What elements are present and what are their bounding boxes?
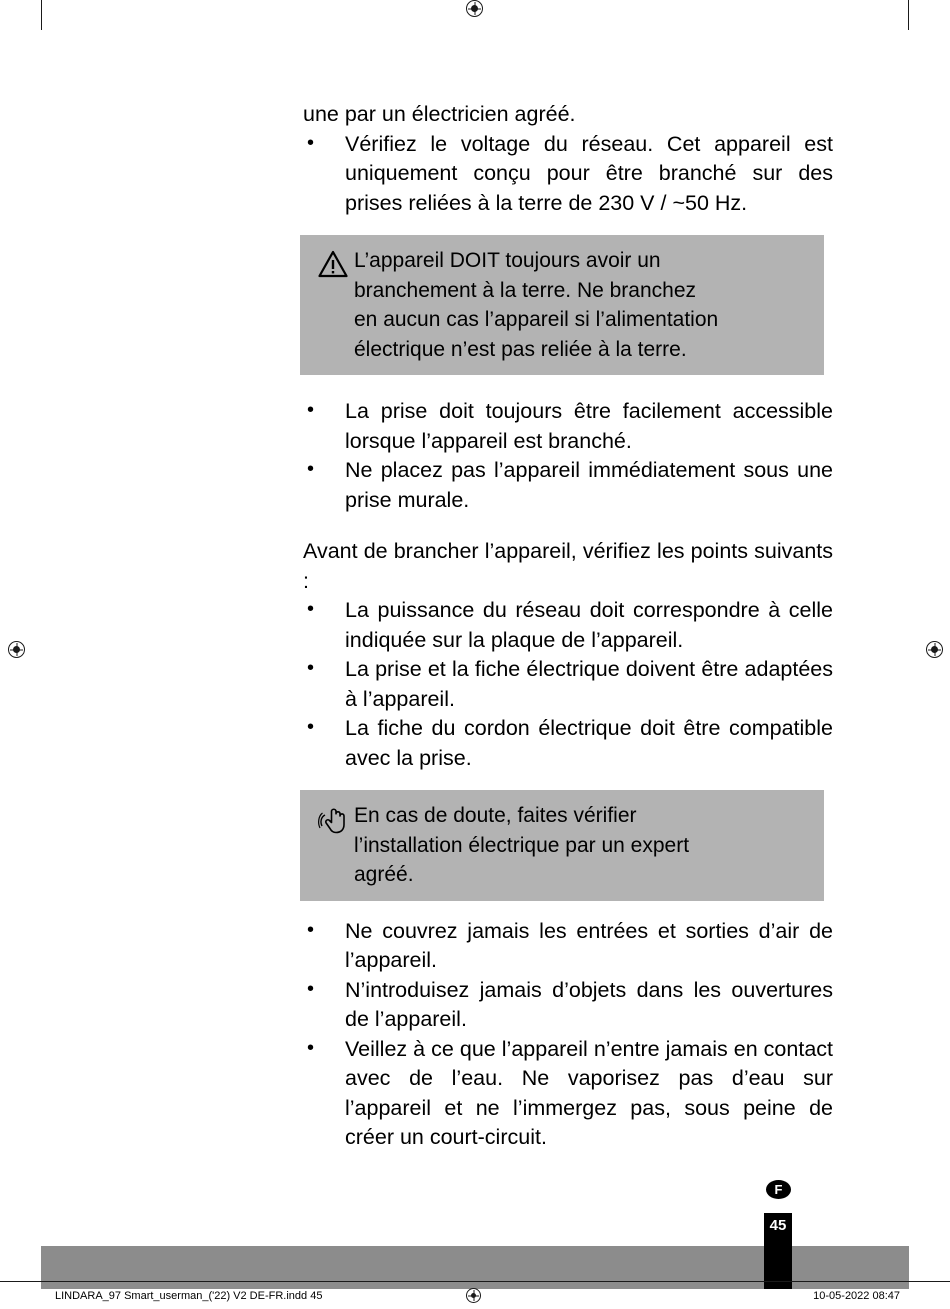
warning-note-text	[354, 246, 810, 364]
registration-mark-top	[466, 0, 483, 17]
warning-note-box	[300, 235, 824, 375]
list-item: • Ne couvrez jamais les entrées et sorties d’air de l’appareil.	[303, 917, 833, 976]
crop-mark-top-left	[41, 0, 42, 30]
warning-note-line: L’appareil DOIT toujours avoir un	[354, 249, 661, 272]
tip-note-line: En cas de doute, faites vérifier	[354, 804, 637, 827]
page-body	[303, 100, 833, 1153]
list-item: • N’introduisez jamais d’objets dans les ouvertures de l’appareil.	[303, 976, 833, 1035]
paragraph-check-points: Avant de brancher l’appareil, vérifiez les points suivants :	[303, 539, 833, 593]
crop-mark-top-right	[908, 0, 909, 30]
tip-note-box	[300, 790, 824, 901]
warning-triangle-icon	[312, 246, 354, 278]
print-footer	[0, 1281, 950, 1309]
language-badge: F	[766, 1180, 791, 1199]
registration-mark-bottom	[466, 1288, 481, 1303]
list-item: • Veillez à ce que l’appareil n’entre jamais en contact avec de l’eau. Ne vaporisez pas d’eau sur l’appareil et ne l’immergez pas, sous peine de créer un court-circuit.	[303, 1035, 833, 1153]
bullet-list-bottom	[303, 917, 833, 1153]
list-item: • La prise et la fiche électrique doivent être adaptées à l’appareil.	[303, 655, 833, 714]
registration-mark-left	[8, 641, 25, 658]
list-item: • La prise doit toujours être facilement accessible lorsque l’appareil est branché.	[303, 397, 833, 456]
list-item: • Vérifiez le voltage du réseau. Cet appareil est uniquement conçu pour être branché sur des prises reliées à la terre de 230 V / ~50 Hz.	[303, 130, 833, 219]
list-item: • La puissance du réseau doit correspondre à celle indiquée sur la plaque de l’appareil.	[303, 596, 833, 655]
list-item: • Ne placez pas l’appareil immédiatement sous une prise murale.	[303, 456, 833, 515]
page-number: 45	[769, 1217, 787, 1234]
intro-fragment: une par un électricien agréé.	[303, 102, 576, 126]
tip-note-line: l’installation électrique par un expert	[354, 833, 690, 857]
pointing-hand-icon	[312, 801, 354, 841]
list-item: • La fiche du cordon électrique doit être compatible avec la prise.	[303, 714, 833, 773]
bullet-list-check	[303, 596, 833, 773]
warning-note-line: branchement à la terre. Ne branchez	[354, 278, 697, 302]
warning-note-line: électrique n’est pas reliée à la terre.	[354, 337, 687, 361]
registration-mark-right	[926, 641, 943, 658]
print-footer-filename: LINDARA_97 Smart_userman_('22) V2 DE-FR.indd 45	[55, 1290, 323, 1302]
warning-note-line: en aucun cas l’appareil si l’alimentation	[354, 308, 719, 331]
tip-note-text	[354, 801, 810, 890]
bullet-list-top	[303, 130, 833, 219]
print-footer-timestamp: 10-05-2022 08:47	[813, 1290, 900, 1302]
tip-note-line: agréé.	[354, 863, 414, 886]
bullet-list-middle	[303, 397, 833, 515]
